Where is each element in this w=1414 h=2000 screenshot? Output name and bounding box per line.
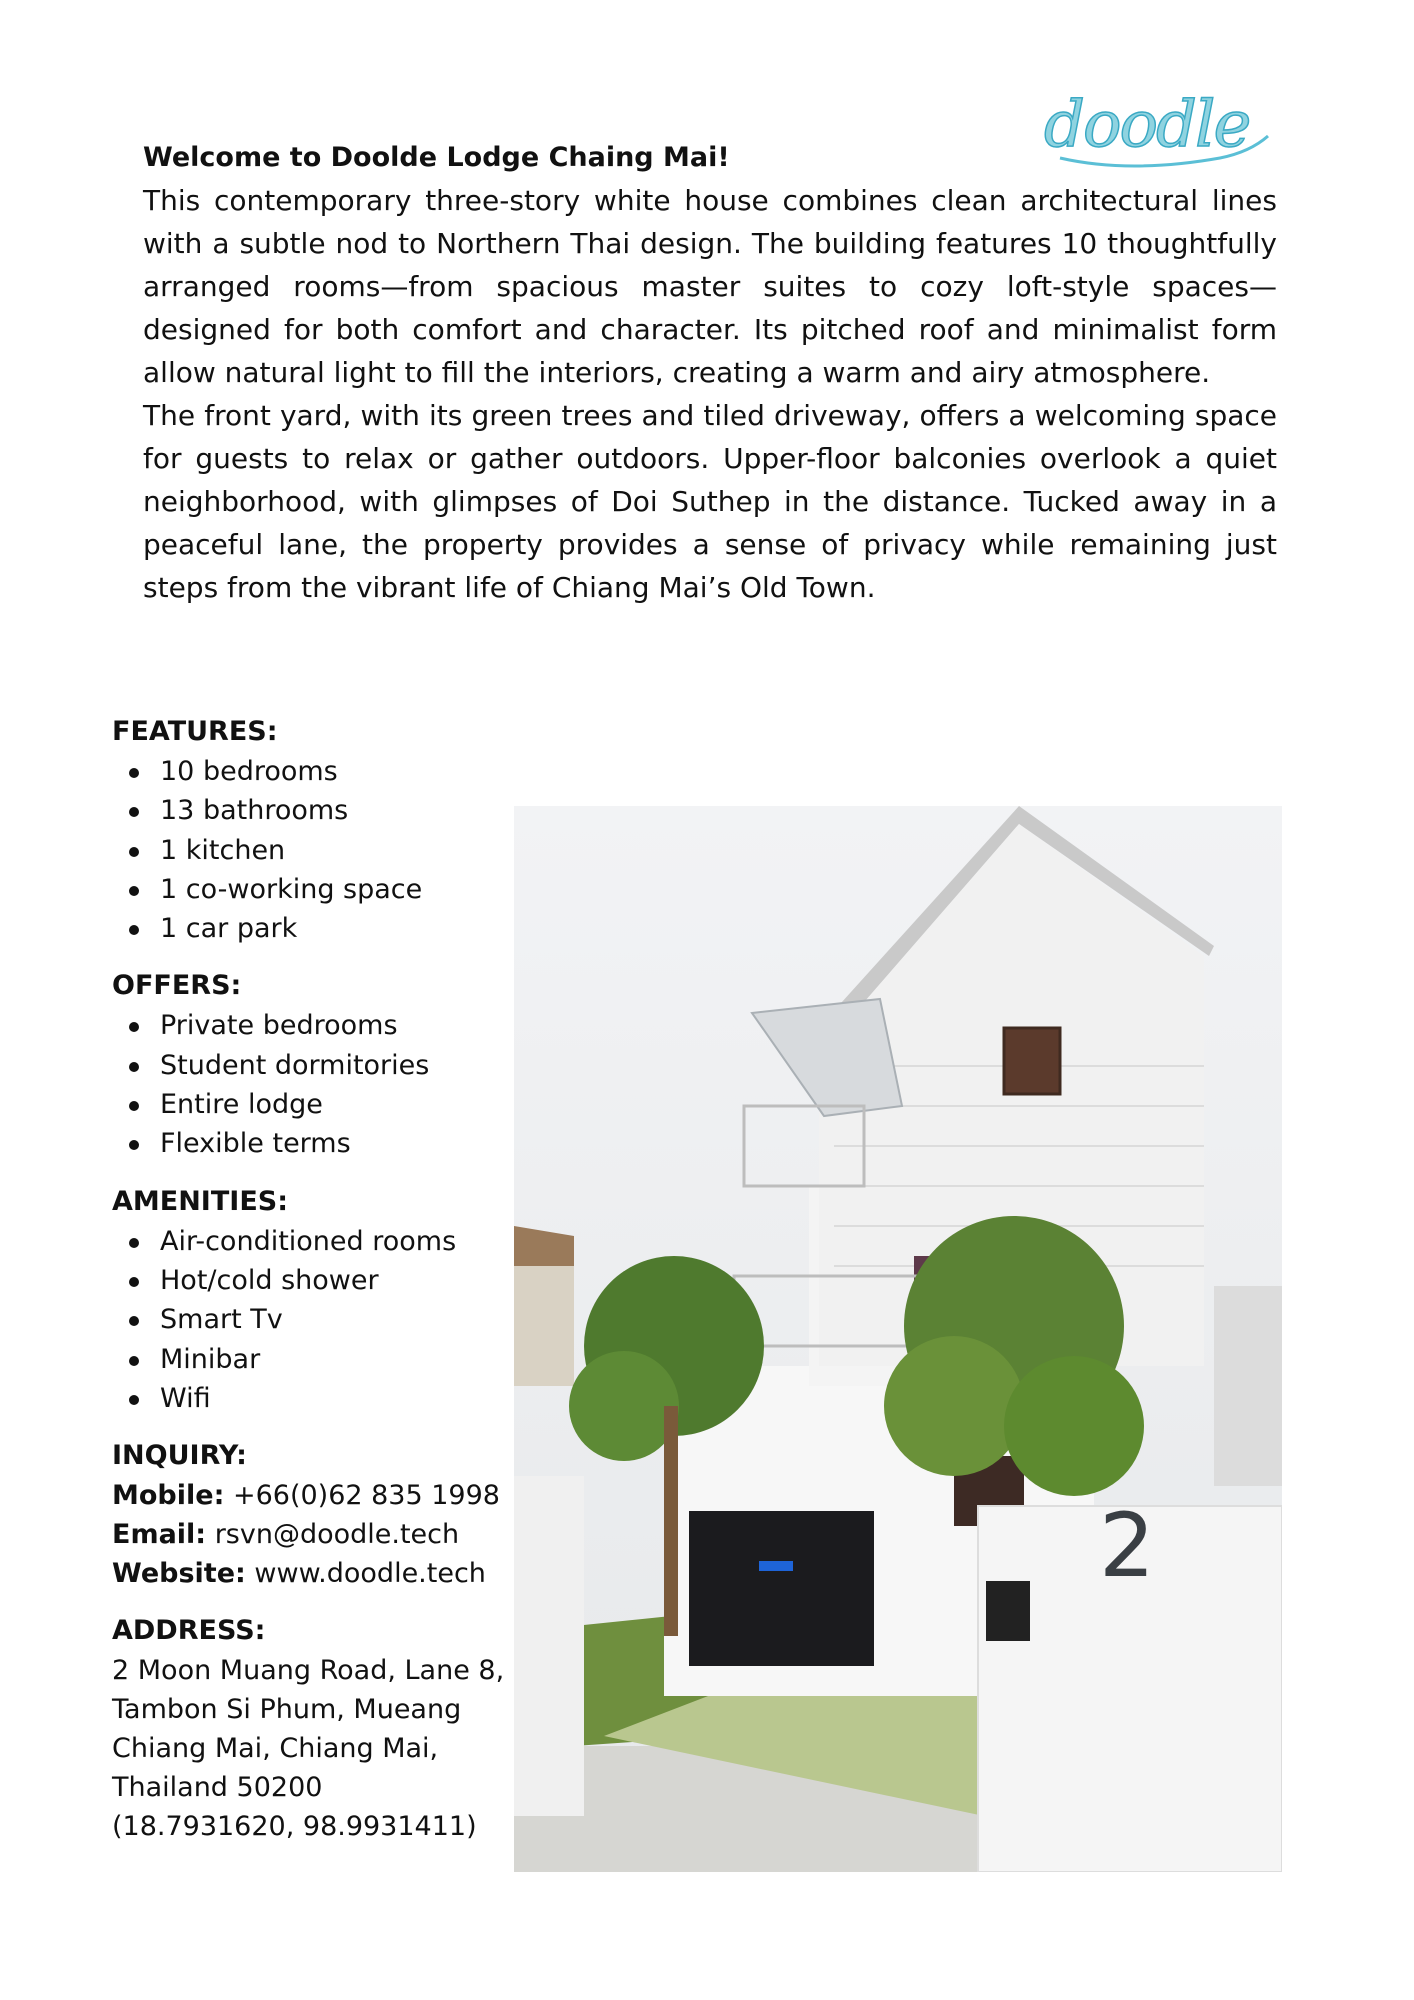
upper-window — [1004, 1028, 1060, 1094]
inquiry-heading: INQUIRY: — [112, 1440, 247, 1472]
mobile-number[interactable]: +66(0)62 835 1998 — [232, 1480, 500, 1512]
address-line: Chiang Mai, Chiang Mai, — [112, 1733, 439, 1765]
page-title: Welcome to Doolde Lodge Chaing Mai! — [143, 142, 730, 173]
list-item: Air-conditioned rooms — [112, 1222, 512, 1261]
offers-heading: OFFERS: — [112, 970, 242, 1002]
list-item: Wifi — [112, 1379, 512, 1418]
tree-left-trunk — [664, 1406, 678, 1636]
list-item: Entire lodge — [112, 1085, 512, 1124]
address-line: Tambon Si Phum, Mueang — [112, 1694, 462, 1726]
features-list — [112, 752, 512, 948]
tree-left-2 — [569, 1351, 679, 1461]
list-item: Hot/cold shower — [112, 1261, 512, 1300]
intro-section — [143, 136, 1277, 609]
tree-right-3 — [1004, 1356, 1144, 1496]
list-item: 1 kitchen — [112, 831, 512, 870]
list-item: Private bedrooms — [112, 1006, 512, 1045]
neighbor-house-right — [1214, 1286, 1282, 1486]
website-label: Website: — [112, 1558, 246, 1590]
list-item: Student dormitories — [112, 1046, 512, 1085]
list-item: Flexible terms — [112, 1124, 512, 1163]
home-sign — [759, 1561, 793, 1571]
address-coordinates: (18.7931620, 98.9931411) — [112, 1811, 477, 1843]
inquiry-section — [112, 1436, 512, 1593]
email-label: Email: — [112, 1519, 207, 1551]
list-item: 13 bathrooms — [112, 791, 512, 830]
ground-door — [689, 1511, 874, 1666]
details-column — [112, 712, 512, 1846]
intro-paragraph-2: The front yard, with its green trees and tiled driveway, offers a welcoming space for guests to relax or gather outdoors. Upper-floor balconies overlook a quiet neighborhood, with glimpses of Doi Suthep in the distance. Tucked away in a peaceful lane, the property provides a sense of privacy while remaining just steps from the vibrant life of Chiang Mai’s Old Town. — [143, 399, 1277, 604]
tree-right-2 — [884, 1336, 1024, 1476]
list-item: 1 co-working space — [112, 870, 512, 909]
offers-list — [112, 1006, 512, 1163]
house-photo — [514, 806, 1282, 1872]
intro-paragraph-1: This contemporary three-story white house combines clean architectural lines with a subtle nod to Northern Thai design. The building features 10 thoughtfully arranged rooms—from spacious master suites to cozy loft-style spaces—designed for both comfort and character. Its pitched roof and minimalist form allow natural light to fill the interiors, creating a warm and airy atmosphere. — [143, 184, 1277, 389]
website-line — [112, 1554, 512, 1593]
list-item: Smart Tv — [112, 1300, 512, 1339]
amenities-list — [112, 1222, 512, 1418]
amenities-heading: AMENITIES: — [112, 1185, 289, 1217]
left-wall — [514, 1476, 584, 1816]
house-number: 2 — [1099, 1494, 1155, 1597]
mobile-line — [112, 1476, 512, 1515]
list-item: Minibar — [112, 1340, 512, 1379]
features-heading: FEATURES: — [112, 716, 278, 747]
list-item: 10 bedrooms — [112, 752, 512, 791]
logo-text: doodle — [1044, 88, 1250, 162]
mailbox — [986, 1581, 1030, 1641]
address-line: Thailand 50200 — [112, 1772, 323, 1804]
email-line — [112, 1515, 512, 1554]
list-item: 1 car park — [112, 909, 512, 948]
website-link[interactable]: www.doodle.tech — [254, 1558, 486, 1590]
email-address[interactable]: rsvn@doodle.tech — [214, 1519, 460, 1551]
mobile-label: Mobile: — [112, 1480, 225, 1512]
address-line: 2 Moon Muang Road, Lane 8, — [112, 1655, 505, 1687]
neighbor-house-left — [514, 1266, 574, 1386]
address-heading: ADDRESS: — [112, 1615, 266, 1647]
